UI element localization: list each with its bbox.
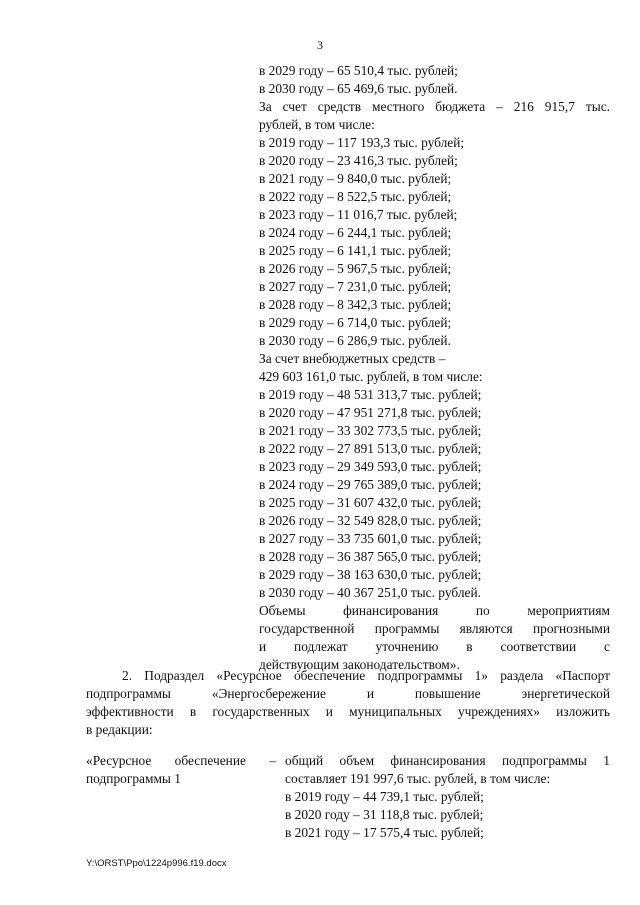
year-line: в 2023 году – 29 349 593,0 тыс. рублей; <box>259 459 482 474</box>
table-label-cell <box>86 752 276 788</box>
year-line: в 2030 году – 40 367 251,0 тыс. рублей. <box>259 585 481 600</box>
table-value-line: общий объем финансирования подпрограммы 1 <box>285 753 610 768</box>
year-line: в 2029 году – 38 163 630,0 тыс. рублей; <box>259 567 482 582</box>
year-line: в 2020 году – 31 118,8 тыс. рублей; <box>285 807 484 822</box>
extra-budget-heading: За счет внебюджетных средств – <box>259 351 446 366</box>
table-label-line: подпрограммы 1 <box>86 771 181 786</box>
table-label-line: «Ресурсное обеспечение – <box>86 753 276 768</box>
year-line: в 2022 году – 8 522,5 тыс. рублей; <box>259 189 452 204</box>
paragraph-2 <box>86 667 610 739</box>
year-line: в 2019 году – 44 739,1 тыс. рублей; <box>285 789 484 804</box>
year-line: в 2028 году – 36 387 565,0 тыс. рублей; <box>259 549 482 564</box>
paragraph-line: в редакции: <box>86 722 153 737</box>
extra-budget-years <box>259 386 610 602</box>
year-line: в 2030 году – 6 286,9 тыс. рублей. <box>259 333 451 348</box>
year-line: в 2029 году – 6 714,0 тыс. рублей; <box>259 315 452 330</box>
file-path-footer: Y:\ORST\Ppo\1224p996.f19.docx <box>86 858 227 869</box>
year-line: в 2021 году – 17 575,4 тыс. рублей; <box>285 825 484 840</box>
year-line: в 2021 году – 33 302 773,5 тыс. рублей; <box>259 423 482 438</box>
local-budget-heading-cont: рублей, в том числе: <box>259 117 375 132</box>
funding-line: в 2029 году – 65 510,4 тыс. рублей; <box>259 63 458 78</box>
year-line: в 2019 году – 117 193,3 тыс. рублей; <box>259 135 465 150</box>
year-line: в 2028 году – 8 342,3 тыс. рублей; <box>259 297 452 312</box>
paragraph-line: эффективности в государственных и муниципальных учреждениях» изложить <box>86 704 610 719</box>
year-line: в 2019 году – 48 531 313,7 тыс. рублей; <box>259 387 482 402</box>
year-line: в 2024 году – 29 765 389,0 тыс. рублей; <box>259 477 482 492</box>
table-value-line: составляет 191 997,6 тыс. рублей, в том числе: <box>285 771 551 786</box>
table-value-cell <box>285 752 610 842</box>
closing-note-line: и подлежат уточнению в соответствии с <box>259 639 610 654</box>
closing-note-line: Объемы финансирования по мероприятиям <box>259 603 610 618</box>
local-budget-heading: За счет средств местного бюджета – 216 915,7 тыс. <box>259 99 610 114</box>
year-line: в 2026 году – 5 967,5 тыс. рублей; <box>259 261 452 276</box>
year-line: в 2021 году – 9 840,0 тыс. рублей; <box>259 171 452 186</box>
year-line: в 2027 году – 33 735 601,0 тыс. рублей; <box>259 531 482 546</box>
funding-line: в 2030 году – 65 469,6 тыс. рублей. <box>259 81 458 96</box>
paragraph-line: подпрограммы «Энергосбережение и повышение энергетической <box>86 686 610 701</box>
year-line: в 2025 году – 6 141,1 тыс. рублей; <box>259 243 452 258</box>
year-line: в 2020 году – 23 416,3 тыс. рублей; <box>259 153 458 168</box>
paragraph-line: 2. Подраздел «Ресурсное обеспечение подпрограммы 1» раздела «Паспорт <box>122 668 610 683</box>
funding-column <box>259 62 610 674</box>
local-budget-years <box>259 134 610 350</box>
year-line: в 2023 году – 11 016,7 тыс. рублей; <box>259 207 458 222</box>
year-line: в 2026 году – 32 549 828,0 тыс. рублей; <box>259 513 482 528</box>
year-line: в 2022 году – 27 891 513,0 тыс. рублей; <box>259 441 482 456</box>
year-line: в 2020 году – 47 951 271,8 тыс. рублей; <box>259 405 482 420</box>
page-number: 3 <box>317 38 323 52</box>
year-line: в 2027 году – 7 231,0 тыс. рублей; <box>259 279 452 294</box>
extra-budget-heading-cont: 429 603 161,0 тыс. рублей, в том числе: <box>259 369 483 384</box>
closing-note-line: действующим законодательством». <box>259 657 460 672</box>
year-line: в 2025 году – 31 607 432,0 тыс. рублей; <box>259 495 482 510</box>
closing-note <box>259 602 610 674</box>
year-line: в 2024 году – 6 244,1 тыс. рублей; <box>259 225 452 240</box>
closing-note-line: государственной программы являются прогнозными <box>259 621 610 636</box>
